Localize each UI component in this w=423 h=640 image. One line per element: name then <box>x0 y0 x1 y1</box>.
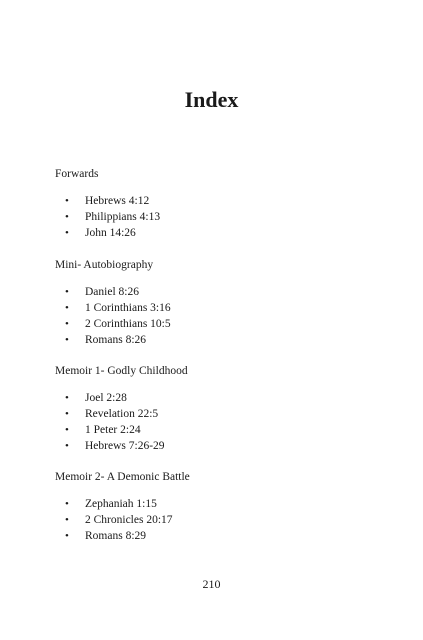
reference-item <box>55 209 395 225</box>
bullet-icon: • <box>65 392 69 404</box>
reference-text: John 14:26 <box>85 227 136 239</box>
page-number: 210 <box>202 577 221 591</box>
bullet-icon: • <box>65 318 69 330</box>
reference-item <box>55 406 395 422</box>
reference-item <box>55 284 395 300</box>
page-title: Index <box>184 87 239 112</box>
index-section-memoir-2 <box>55 470 395 544</box>
bullet-icon: • <box>65 440 69 452</box>
reference-text: Romans 8:29 <box>85 530 147 542</box>
reference-item <box>55 496 395 512</box>
index-section-mini-autobiography <box>55 258 395 348</box>
bullet-icon: • <box>65 334 69 346</box>
section-heading: Forwards <box>55 168 99 180</box>
bullet-icon: • <box>65 286 69 298</box>
bullet-icon: • <box>65 211 69 223</box>
reference-text: Zephaniah 1:15 <box>85 498 157 510</box>
section-heading: Mini- Autobiography <box>55 259 154 271</box>
bullet-icon: • <box>65 498 69 510</box>
bullet-icon: • <box>65 530 69 542</box>
reference-item <box>55 422 395 438</box>
reference-list <box>55 390 395 454</box>
reference-item <box>55 316 395 332</box>
reference-list <box>55 496 395 544</box>
reference-text: Daniel 8:26 <box>85 286 139 298</box>
bullet-icon: • <box>65 424 69 436</box>
reference-text: Hebrews 4:12 <box>85 195 150 207</box>
reference-item <box>55 438 395 454</box>
reference-item <box>55 225 395 241</box>
bullet-icon: • <box>65 514 69 526</box>
reference-item <box>55 300 395 316</box>
reference-text: Joel 2:28 <box>85 392 127 404</box>
bullet-icon: • <box>65 227 69 239</box>
index-section-forwards <box>55 167 395 241</box>
reference-text: 1 Corinthians 3:16 <box>85 302 171 314</box>
reference-text: Romans 8:26 <box>85 334 147 346</box>
reference-list <box>55 193 395 241</box>
reference-item <box>55 512 395 528</box>
reference-text: 2 Corinthians 10:5 <box>85 318 171 330</box>
reference-text: Revelation 22:5 <box>85 408 159 420</box>
reference-text: 1 Peter 2:24 <box>85 424 141 436</box>
bullet-icon: • <box>65 195 69 207</box>
index-section-memoir-1 <box>55 364 395 454</box>
reference-list <box>55 284 395 348</box>
reference-text: Hebrews 7:26-29 <box>85 440 165 452</box>
reference-item <box>55 528 395 544</box>
reference-item <box>55 332 395 348</box>
reference-item <box>55 390 395 406</box>
bullet-icon: • <box>65 302 69 314</box>
reference-text: 2 Chronicles 20:17 <box>85 514 173 526</box>
reference-item <box>55 193 395 209</box>
reference-text: Philippians 4:13 <box>85 211 161 223</box>
section-heading: Memoir 1- Godly Childhood <box>55 365 188 377</box>
section-heading: Memoir 2- A Demonic Battle <box>55 471 190 483</box>
bullet-icon: • <box>65 408 69 420</box>
